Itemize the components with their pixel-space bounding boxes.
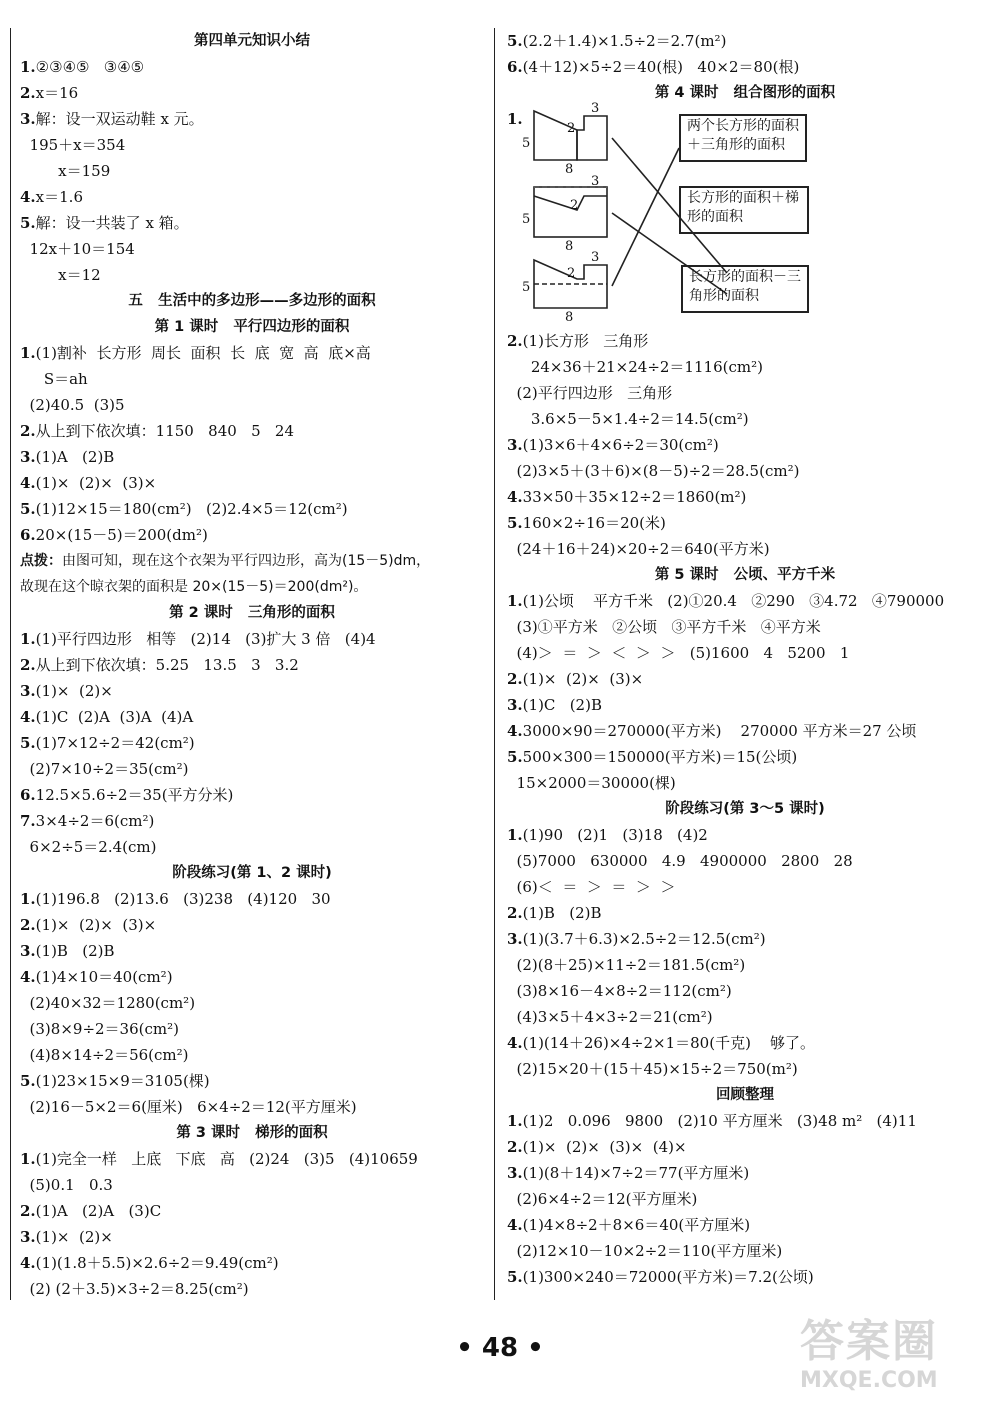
answer-text: (2)6×4÷2＝12(平方厘米) (507, 1190, 698, 1208)
answer-box-2: 长方形的面积＋梯形的面积 (679, 186, 809, 234)
answer-text: (2)40.5 (3)5 (20, 396, 125, 414)
fig3-label-inner: 2 (567, 266, 576, 281)
answer-text: (4＋12)×5÷2＝40(根) 40×2＝80(根) (522, 58, 800, 76)
question-number: 3. (507, 1164, 523, 1182)
answer-continuation-line (20, 392, 484, 418)
fig2-label-side: 5 (522, 212, 531, 227)
diagram-question-number: 1. (507, 110, 523, 128)
answer-line (20, 1224, 484, 1250)
question-number: 2. (507, 1138, 523, 1156)
question-number: 1. (20, 58, 36, 76)
answer-text: (3)8×16－4×8÷2＝112(cm²) (507, 982, 732, 1000)
answer-text: (2)(8＋25)×11÷2＝181.5(cm²) (507, 956, 746, 974)
fig3-label-bottom: 8 (565, 310, 574, 325)
answer-line (20, 730, 484, 756)
answer-continuation-line (507, 640, 983, 666)
question-number: 1. (507, 592, 523, 610)
hint-text: 故现在这个晾衣架的面积是 20×(15－5)＝200(dm²)。 (20, 579, 368, 595)
answer-text: (1)(3.7＋6.3)×2.5÷2＝12.5(cm²) (522, 930, 766, 948)
question-number: 5. (507, 514, 523, 532)
question-number: 1. (507, 826, 523, 844)
answer-line (20, 444, 484, 470)
answer-text: (1)23×15×9＝3105(棵) (35, 1072, 210, 1090)
hint-text: 由图可知，现在这个衣架为平行四边形，高为(15－5)dm， (62, 553, 431, 569)
answer-text: (1)公顷 平方千米 (2)①20.4 ②290 ③4.72 ④790000 (522, 592, 945, 610)
answer-text: (1)长方形 三角形 (522, 332, 649, 350)
question-number: 3. (20, 448, 36, 466)
answer-continuation-line (507, 406, 983, 432)
answer-continuation-line (20, 834, 484, 860)
answer-text: (2)7×10÷2＝35(cm²) (20, 760, 189, 778)
answer-continuation-line (507, 874, 983, 900)
section-heading: 五 生活中的多边形——多边形的面积 (128, 293, 376, 309)
answer-text: (4)3×5＋4×3÷2＝21(cm²) (507, 1008, 713, 1026)
fig2-label-top: 3 (591, 174, 600, 189)
answer-text: 从上到下依次填：1150 840 5 24 (35, 422, 295, 440)
question-number: 6. (20, 786, 36, 804)
question-number: 5. (20, 500, 36, 518)
answer-text: (1)B (2)B (35, 942, 115, 960)
answer-line (20, 1250, 484, 1276)
answer-line (20, 106, 484, 132)
answer-line (20, 782, 484, 808)
question-number: 4. (20, 968, 36, 986)
answer-line (20, 522, 484, 548)
answer-line (507, 432, 983, 458)
question-number: 2. (20, 84, 36, 102)
answer-text: (1)12×15＝180(cm²) (2)2.4×5＝12(cm²) (35, 500, 348, 518)
question-number: 5. (507, 748, 523, 766)
answer-text: (1)× (2)× (3)× (4)× (522, 1138, 687, 1156)
answer-continuation-line (507, 380, 983, 406)
answer-continuation-line (20, 158, 484, 184)
answer-text: (2.2＋1.4)×1.5÷2＝2.7(m²) (522, 32, 727, 50)
fig1-label-inner: 2 (567, 121, 576, 136)
answer-continuation-line (507, 770, 983, 796)
section-heading: 第 3 课时 梯形的面积 (176, 1125, 328, 1141)
answer-continuation-line (507, 848, 983, 874)
answer-text: (1)(1.8＋5.5)×2.6÷2＝9.49(cm²) (35, 1254, 279, 1272)
question-number: 6. (20, 526, 36, 544)
answer-line (507, 54, 983, 80)
question-number: 4. (20, 188, 36, 206)
section-heading: 第 2 课时 三角形的面积 (169, 605, 335, 621)
answer-text: (2) (2＋3.5)×3÷2＝8.25(cm²) (20, 1280, 249, 1298)
answer-continuation-line (20, 1172, 484, 1198)
question-number: 4. (507, 1216, 523, 1234)
answer-line (20, 340, 484, 366)
answer-text: 从上到下依次填：5.25 13.5 3 3.2 (35, 656, 299, 674)
answer-line (507, 718, 983, 744)
question-number: 2. (20, 656, 36, 674)
answer-text: 12.5×5.6÷2＝35(平方分米) (35, 786, 234, 804)
answer-line (20, 808, 484, 834)
answer-continuation-line (507, 1186, 983, 1212)
answer-line (507, 744, 983, 770)
watermark-logo: 答案圈 MXQE.COM (800, 1316, 938, 1393)
answer-box-1: 两个长方形的面积＋三角形的面积 (679, 114, 807, 162)
answer-line (20, 496, 484, 522)
answer-line (507, 588, 983, 614)
question-number: 5. (507, 32, 523, 50)
answer-text: 15×2000＝30000(棵) (507, 774, 676, 792)
answer-box-3: 长方形的面积－三角形的面积 (681, 265, 809, 313)
fig1-label-bottom: 8 (565, 162, 574, 177)
question-number: 4. (507, 488, 523, 506)
fig3-label-top: 3 (591, 250, 600, 265)
question-number: 3. (20, 942, 36, 960)
answer-line (20, 470, 484, 496)
question-number: 3. (507, 930, 523, 948)
answer-text: (1)A (2)A (3)C (35, 1202, 162, 1220)
answer-continuation-line (20, 1276, 484, 1302)
answer-line (20, 1198, 484, 1224)
fig1-label-top: 3 (591, 101, 600, 116)
answer-line (507, 666, 983, 692)
answer-line (20, 886, 484, 912)
left-column (20, 28, 484, 1302)
answer-text: (1)196.8 (2)13.6 (3)238 (4)120 30 (35, 890, 331, 908)
question-number: 1. (20, 630, 36, 648)
answer-line (20, 1146, 484, 1172)
answer-line (507, 1264, 983, 1290)
answer-text: (5)0.1 0.3 (20, 1176, 113, 1194)
answer-continuation-line (507, 458, 983, 484)
answer-text: 解：设一共装了 x 箱。 (35, 214, 189, 232)
answer-text: 195＋x＝354 (20, 136, 126, 154)
answer-text: 3000×90＝270000(平方米) 270000 平方米＝27 公顷 (522, 722, 917, 740)
answer-line (507, 1134, 983, 1160)
answer-text: S＝ah (20, 370, 88, 388)
answer-text: 24×36＋21×24÷2＝1116(cm²) (507, 358, 763, 376)
answer-continuation-line (507, 1004, 983, 1030)
answer-continuation-line (20, 1042, 484, 1068)
right-column (507, 28, 983, 1290)
question-number: 2. (507, 670, 523, 688)
answer-text: (2)15×20＋(15＋45)×15÷2＝750(m²) (507, 1060, 798, 1078)
question-number: 1. (20, 1150, 36, 1168)
answer-text: (2)16－5×2＝6(厘米) 6×4÷2＝12(平方厘米) (20, 1098, 357, 1116)
section-heading: 第 1 课时 平行四边形的面积 (154, 319, 350, 335)
answer-text: (1)4×8÷2＋8×6＝40(平方厘米) (522, 1216, 751, 1234)
answer-line (507, 484, 983, 510)
section-heading: 第 5 课时 公顷、平方千米 (654, 567, 836, 583)
answer-text: 33×50＋35×12÷2＝1860(m²) (522, 488, 747, 506)
fig2-label-bottom: 8 (565, 239, 574, 254)
answer-continuation-line (20, 262, 484, 288)
answer-line (507, 692, 983, 718)
fig2-label-inner: 2 (570, 198, 579, 213)
answer-line (507, 926, 983, 952)
section-heading: 第 4 课时 组合图形的面积 (654, 85, 836, 101)
answer-text: 12x＋10＝154 (20, 240, 135, 258)
answer-text: (2)3×5＋(3＋6)×(8－5)÷2＝28.5(cm²) (507, 462, 800, 480)
answer-text: (1)× (2)× (3)× (35, 474, 157, 492)
hint-line (20, 574, 484, 600)
question-number: 2. (507, 904, 523, 922)
answer-text: 3.6×5－5×1.4÷2＝14.5(cm²) (507, 410, 749, 428)
question-number: 3. (20, 110, 36, 128)
question-number: 3. (20, 682, 36, 700)
answer-text: (1)7×12÷2＝42(cm²) (35, 734, 195, 752)
answer-text: (1)B (2)B (522, 904, 602, 922)
answer-text: (3)8×9÷2＝36(cm²) (20, 1020, 179, 1038)
section-heading: 阶段练习(第 1、2 课时) (172, 865, 332, 881)
answer-text: (5)7000 630000 4.9 4900000 2800 28 (507, 852, 853, 870)
section-heading: 回顾整理 (716, 1087, 774, 1103)
answer-text: (1)90 (2)1 (3)18 (4)2 (522, 826, 708, 844)
fig1-label-side: 5 (522, 136, 531, 151)
answer-text: (4)＞ ＝ ＞ ＜ ＞ ＞ (5)1600 4 5200 1 (507, 644, 850, 662)
question-number: 6. (507, 58, 523, 76)
answer-continuation-line (20, 132, 484, 158)
answer-continuation-line (20, 756, 484, 782)
answer-text: (1)割补 长方形 周长 面积 长 底 宽 高 底×高 (35, 344, 371, 362)
answer-text: 160×2÷16＝20(米) (522, 514, 666, 532)
hint-line (20, 548, 484, 574)
answer-text: (1)A (2)B (35, 448, 115, 466)
answer-continuation-line (20, 1016, 484, 1042)
answer-text: 解：设一双运动鞋 x 元。 (35, 110, 204, 128)
answer-text: x＝159 (20, 162, 111, 180)
answer-line (20, 626, 484, 652)
question-number: 4. (507, 722, 523, 740)
answer-text: (4)8×14÷2＝56(cm²) (20, 1046, 189, 1064)
answer-line (20, 1068, 484, 1094)
answer-text: (1)300×240＝72000(平方米)＝7.2(公顷) (522, 1268, 814, 1286)
answer-continuation-line (20, 236, 484, 262)
answer-continuation-line (20, 990, 484, 1016)
answer-text: (2)平行四边形 三角形 (507, 384, 673, 402)
section-heading: 第四单元知识小结 (194, 33, 310, 49)
question-number: 5. (20, 214, 36, 232)
question-number: 3. (507, 696, 523, 714)
answer-text: (24＋16＋24)×20÷2＝640(平方米) (507, 540, 770, 558)
question-number: 1. (20, 344, 36, 362)
question-number: 2. (507, 332, 523, 350)
page-number: • 48 • (456, 1333, 544, 1363)
question-number: 5. (20, 734, 36, 752)
answer-line (20, 652, 484, 678)
column-divider (494, 28, 495, 1300)
answer-text: 3×4÷2＝6(cm²) (35, 812, 155, 830)
answer-text: (3)①平方米 ②公顷 ③平方千米 ④平方米 (507, 618, 821, 636)
answer-text: x＝1.6 (35, 188, 83, 206)
question-number: 4. (20, 708, 36, 726)
answer-continuation-line (507, 536, 983, 562)
answer-line (20, 418, 484, 444)
question-number: 7. (20, 812, 36, 830)
answer-line (507, 1030, 983, 1056)
answer-line (20, 964, 484, 990)
connector-3 (612, 148, 679, 286)
answer-text: (1)4×10＝40(cm²) (35, 968, 173, 986)
answer-continuation-line (20, 366, 484, 392)
answer-line (507, 1108, 983, 1134)
answer-line (507, 510, 983, 536)
answer-line (20, 80, 484, 106)
answer-line (20, 678, 484, 704)
answer-text: (1)(14＋26)×4÷2×1＝80(千克) 够了。 (522, 1034, 815, 1052)
answer-line (20, 938, 484, 964)
answer-continuation-line (507, 952, 983, 978)
question-number: 2. (20, 1202, 36, 1220)
answer-text: (1)× (2)× (3)× (522, 670, 644, 688)
answer-text: ②③④⑤ ③④⑤ (35, 58, 145, 76)
right-column-top (507, 28, 983, 106)
answer-text: (1)2 0.096 9800 (2)10 平方厘米 (3)48 m² (4)11 (522, 1112, 917, 1130)
answer-text: (1)× (2)× (35, 682, 113, 700)
right-column-bottom (507, 328, 983, 1290)
answer-text: 6×2÷5＝2.4(cm) (20, 838, 157, 856)
answer-continuation-line (507, 614, 983, 640)
figure-1-rect (577, 116, 607, 160)
answer-text: x＝16 (35, 84, 79, 102)
section-heading: 阶段练习(第 3～5 课时) (665, 801, 825, 817)
answer-text: (6)＜ ＝ ＞ ＝ ＞ ＞ (507, 878, 676, 896)
answer-text: (1)C (2)A (3)A (4)A (35, 708, 194, 726)
answer-text: x＝12 (20, 266, 101, 284)
answer-continuation-line (507, 354, 983, 380)
question-number: 4. (507, 1034, 523, 1052)
question-number: 2. (20, 916, 36, 934)
question-number: 1. (20, 890, 36, 908)
question-number: 5. (507, 1268, 523, 1286)
question-number: 4. (20, 1254, 36, 1272)
question-number: 1. (507, 1112, 523, 1130)
answer-text: (1)3×6＋4×6÷2＝30(cm²) (522, 436, 719, 454)
question-number: 3. (507, 436, 523, 454)
answer-text: (1)× (2)× (3)× (35, 916, 157, 934)
answer-text: 20×(15－5)＝200(dm²) (35, 526, 208, 544)
question-number: 2. (20, 422, 36, 440)
answer-line (20, 912, 484, 938)
answer-continuation-line (20, 1094, 484, 1120)
fig3-label-side: 5 (522, 280, 531, 295)
answer-text: (1)(8＋14)×7÷2＝77(平方厘米) (522, 1164, 750, 1182)
answer-text: 500×300＝150000(平方米)＝15(公顷) (522, 748, 798, 766)
answer-line (20, 704, 484, 730)
answer-line (507, 900, 983, 926)
answer-line (507, 822, 983, 848)
matching-diagram (507, 101, 983, 325)
answer-text: (1)平行四边形 相等 (2)14 (3)扩大 3 倍 (4)4 (35, 630, 376, 648)
answer-text: (1)× (2)× (35, 1228, 113, 1246)
hint-label: 点拨： (20, 553, 62, 569)
answer-text: (2)40×32＝1280(cm²) (20, 994, 196, 1012)
question-number: 3. (20, 1228, 36, 1246)
answer-text: (1)C (2)B (522, 696, 602, 714)
question-number: 5. (20, 1072, 36, 1090)
answer-line (507, 1212, 983, 1238)
answer-line (20, 210, 484, 236)
answer-line (20, 184, 484, 210)
answer-line (20, 54, 484, 80)
answer-line (507, 1160, 983, 1186)
answer-text: (1)完全一样 上底 下底 高 (2)24 (3)5 (4)10659 (35, 1150, 418, 1168)
answer-text: (2)12×10－10×2÷2＝110(平方厘米) (507, 1242, 783, 1260)
answer-continuation-line (507, 1056, 983, 1082)
answer-continuation-line (507, 1238, 983, 1264)
answer-line (507, 328, 983, 354)
left-margin-rule (10, 28, 11, 1300)
question-number: 4. (20, 474, 36, 492)
answer-line (507, 28, 983, 54)
answer-continuation-line (507, 978, 983, 1004)
